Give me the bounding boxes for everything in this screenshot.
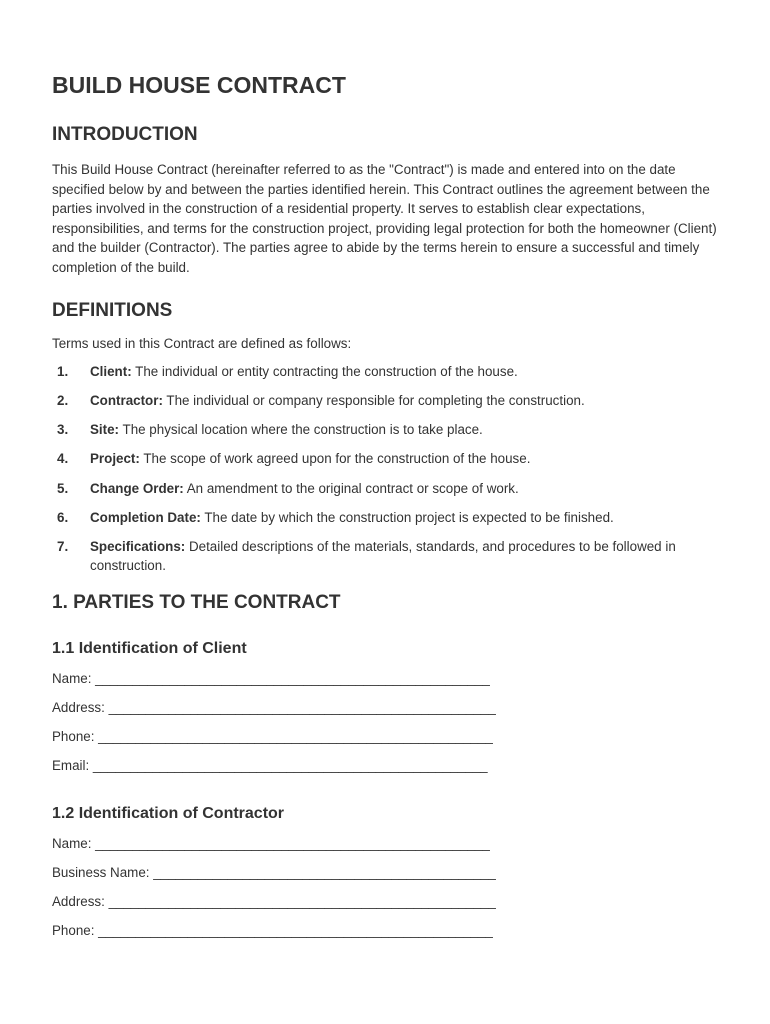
- definition-number: 1.: [57, 364, 69, 380]
- definition-text: The scope of work agreed upon for the construction of the house.: [139, 451, 531, 467]
- client-phone-field[interactable]: Phone: _____________________________________________________: [52, 728, 493, 744]
- definition-text: The physical location where the construction is to take place.: [119, 422, 483, 438]
- definition-number: 2.: [57, 393, 69, 409]
- definition-item: [52, 449, 718, 469]
- definition-number: 6.: [57, 509, 69, 525]
- contractor-identification-heading: 1.2 Identification of Contractor: [52, 804, 285, 822]
- definition-term: Contractor:: [90, 393, 163, 409]
- definition-number: 7.: [57, 538, 69, 554]
- definition-number: 5.: [57, 480, 69, 496]
- client-name-field[interactable]: Name: _____________________________________________________: [52, 670, 490, 686]
- introduction-paragraph: This Build House Contract (hereinafter referred to as the "Contract") is made and entered into on the date specified below by and between the parties identified herein. This Contract outlines the agreement between the parties involved in the construction of a residential property. It serves to establish clear expectations, responsibilities, and terms for the construction project, providing legal protection for both the homeowner (Client) and the builder (Contractor). The parties agree to abide by the terms herein to ensure a successful and timely completion of the build.: [52, 162, 717, 275]
- definition-text: Detailed descriptions of the materials, standards, and procedures to be followed in construction.: [90, 538, 676, 574]
- definition-item: [52, 362, 718, 382]
- client-address-field[interactable]: Address: ____________________________________________________: [52, 699, 496, 715]
- client-identification-heading: 1.1 Identification of Client: [52, 639, 247, 657]
- definition-term: Site:: [90, 422, 120, 438]
- definition-term: Specifications:: [90, 538, 186, 554]
- definitions-lead: Terms used in this Contract are defined as follows:: [52, 335, 352, 351]
- definition-text: An amendment to the original contract or scope of work.: [183, 480, 519, 496]
- definition-item: [52, 508, 718, 528]
- contractor-fields: [52, 834, 718, 950]
- parties-heading: 1. PARTIES TO THE CONTRACT: [52, 591, 341, 613]
- definition-item: [52, 479, 718, 499]
- contractor-business-name-field[interactable]: Business Name: ______________________________________________: [52, 864, 496, 880]
- introduction-heading: INTRODUCTION: [52, 124, 198, 145]
- client-email-field[interactable]: Email: _____________________________________________________: [52, 757, 488, 773]
- contractor-name-field[interactable]: Name: _____________________________________________________: [52, 835, 490, 851]
- definition-item: [52, 537, 718, 576]
- definition-term: Completion Date:: [90, 509, 201, 525]
- contractor-address-field[interactable]: Address: ____________________________________________________: [52, 893, 496, 909]
- definition-number: 3.: [57, 422, 69, 438]
- definitions-list: [52, 362, 718, 576]
- definition-number: 4.: [57, 451, 69, 467]
- definition-text: The individual or company responsible for completing the construction.: [162, 393, 585, 409]
- definition-term: Project:: [90, 451, 140, 467]
- client-fields: [52, 669, 718, 785]
- definition-text: The date by which the construction project is expected to be finished.: [200, 509, 614, 525]
- definition-item: [52, 391, 718, 411]
- contractor-phone-field[interactable]: Phone: _____________________________________________________: [52, 922, 493, 938]
- definitions-heading: DEFINITIONS: [52, 299, 173, 321]
- document-title: BUILD HOUSE CONTRACT: [52, 72, 346, 98]
- definition-term: Change Order:: [90, 480, 184, 496]
- definition-term: Client:: [90, 364, 132, 380]
- definition-text: The individual or entity contracting the construction of the house.: [131, 364, 518, 380]
- definition-item: [52, 420, 718, 440]
